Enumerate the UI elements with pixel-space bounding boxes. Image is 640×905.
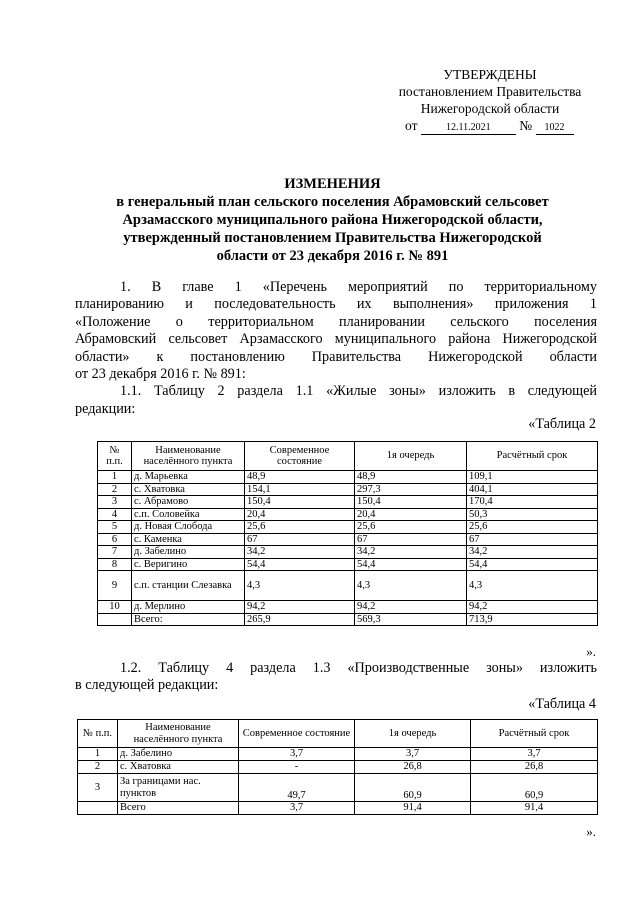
table-2-header-number: № п.п. xyxy=(98,442,132,471)
title-line-3: утвержденный постановлением Правительства Нижегородской xyxy=(123,230,542,246)
current-value: 67 xyxy=(245,533,355,546)
current-value: 3,7 xyxy=(239,748,355,761)
row-number: 8 xyxy=(98,558,132,571)
current-value: 150,4 xyxy=(245,496,355,509)
section-1-line-6: от 23 декабря 2016 г. № 891: xyxy=(75,366,246,383)
table-row xyxy=(78,761,598,774)
subsection-1-2-line-1: 1.2. Таблицу 4 раздела 1.3 «Производственные зоны» изложить xyxy=(120,660,597,676)
first-stage-value: 3,7 xyxy=(355,748,471,761)
first-stage-value: 60,9 xyxy=(355,774,471,802)
table-row xyxy=(98,471,598,484)
estimated-value: 50,3 xyxy=(467,508,598,521)
estimated-value: 26,8 xyxy=(471,761,598,774)
table-2 xyxy=(97,441,598,626)
row-number: 4 xyxy=(98,508,132,521)
settlement-name: д. Забелино xyxy=(132,546,245,559)
table-row xyxy=(98,546,598,559)
current-value: 154,1 xyxy=(245,483,355,496)
total-number xyxy=(98,613,132,626)
estimated-value: 3,7 xyxy=(471,748,598,761)
estimated-value: 54,4 xyxy=(467,558,598,571)
approval-date: 12.11.2021 xyxy=(421,122,516,135)
estimated-value: 109,1 xyxy=(467,471,598,484)
estimated-value: 67 xyxy=(467,533,598,546)
current-value: 54,4 xyxy=(245,558,355,571)
table-2-total-row xyxy=(98,613,598,626)
current-value: 34,2 xyxy=(245,546,355,559)
approval-block xyxy=(385,66,595,135)
approval-line-2: постановлением Правительства xyxy=(398,84,582,99)
total-current: 3,7 xyxy=(239,802,355,815)
table-2-header-first-stage: 1я очередь xyxy=(355,442,467,471)
settlement-name: с. Каменка xyxy=(132,533,245,546)
section-1-line-2: планированию и последовательность их выполнения» приложения 1 xyxy=(75,296,597,313)
document-title xyxy=(70,175,595,265)
table-2-header-row xyxy=(98,442,598,471)
first-stage-value: 4,3 xyxy=(355,571,467,601)
settlement-name: с. Абрамово xyxy=(132,496,245,509)
row-number: 6 xyxy=(98,533,132,546)
subsection-1-1-line-2: редакции: xyxy=(75,400,136,417)
row-number: 2 xyxy=(78,761,118,774)
estimated-value: 25,6 xyxy=(467,521,598,534)
current-value: 4,3 xyxy=(245,571,355,601)
table-4-header-estimated: Расчётный срок xyxy=(471,720,598,748)
table-2-header-name: Наименование населённого пункта xyxy=(132,442,245,471)
table-4-header-name: Наименование населённого пункта xyxy=(118,720,239,748)
title-line-1: в генеральный план сельского поселения Абрамовский сельсовет xyxy=(116,194,549,210)
title-line-4: области от 23 декабря 2016 г. № 891 xyxy=(216,248,449,264)
section-1-line-3: «Положение о территориальном планировании сельского поселения xyxy=(75,313,597,330)
settlement-name: с. Хватовка xyxy=(118,761,239,774)
row-number: 3 xyxy=(78,774,118,802)
row-number: 2 xyxy=(98,483,132,496)
row-number: 1 xyxy=(78,748,118,761)
settlement-name: с.п. Соловейка xyxy=(132,508,245,521)
table-4-caption: «Таблица 4 xyxy=(528,696,596,712)
row-number: 5 xyxy=(98,521,132,534)
current-value: 25,6 xyxy=(245,521,355,534)
table-row xyxy=(98,533,598,546)
table-4-header-first-stage: 1я очередь xyxy=(355,720,471,748)
first-stage-value: 67 xyxy=(355,533,467,546)
table-2-header-current: Современное состояние xyxy=(245,442,355,471)
settlement-name: д. Новая Слобода xyxy=(132,521,245,534)
current-value: 20,4 xyxy=(245,508,355,521)
current-value: 49,7 xyxy=(239,774,355,802)
total-label: Всего: xyxy=(132,613,245,626)
settlement-name: д. Марьевка xyxy=(132,471,245,484)
settlement-name: с. Хватовка xyxy=(132,483,245,496)
table-4-header-row xyxy=(78,720,598,748)
current-value: 48,9 xyxy=(245,471,355,484)
estimated-value: 404,1 xyxy=(467,483,598,496)
section-1-line-1: 1. В главе 1 «Перечень мероприятий по территориальному xyxy=(120,279,597,295)
title-line-2: Арзамасского муниципального района Нижегородской области, xyxy=(122,212,543,228)
settlement-name: д. Забелино xyxy=(118,748,239,761)
estimated-value: 34,2 xyxy=(467,546,598,559)
first-stage-value: 25,6 xyxy=(355,521,467,534)
table-row xyxy=(78,774,598,802)
approval-heading: УТВЕРЖДЕНЫ xyxy=(443,67,537,82)
section-1-line-5: области» к постановлению Правительства Нижегородской области xyxy=(75,348,597,365)
estimated-value: 60,9 xyxy=(471,774,598,802)
table-row xyxy=(98,571,598,601)
table-row xyxy=(98,601,598,614)
table-row xyxy=(98,496,598,509)
table-row xyxy=(98,558,598,571)
table-row xyxy=(98,483,598,496)
total-label: Всего xyxy=(118,802,239,815)
row-number: 9 xyxy=(98,571,132,601)
total-number xyxy=(78,802,118,815)
table-4-closing: ». xyxy=(586,824,596,839)
current-value: 94,2 xyxy=(245,601,355,614)
table-row xyxy=(98,521,598,534)
date-prefix: от xyxy=(405,118,418,133)
approval-number: 1022 xyxy=(536,122,574,135)
total-estimated: 713,9 xyxy=(467,613,598,626)
subsection-1-1-line-1: 1.1. Таблицу 2 раздела 1.1 «Жилые зоны» изложить в следующей xyxy=(120,383,597,400)
first-stage-value: 54,4 xyxy=(355,558,467,571)
estimated-value: 4,3 xyxy=(467,571,598,601)
row-number: 1 xyxy=(98,471,132,484)
approval-date-line xyxy=(385,117,595,135)
table-2-header-estimated: Расчётный срок xyxy=(467,442,598,471)
first-stage-value: 26,8 xyxy=(355,761,471,774)
settlement-name: д. Мерлино xyxy=(132,601,245,614)
table-row xyxy=(98,508,598,521)
subsection-1-2-line-2: в следующей редакции: xyxy=(75,677,219,694)
row-number: 10 xyxy=(98,601,132,614)
table-4-header-number: № п.п. xyxy=(78,720,118,748)
estimated-value: 170,4 xyxy=(467,496,598,509)
table-row xyxy=(78,748,598,761)
row-number: 3 xyxy=(98,496,132,509)
total-current: 265,9 xyxy=(245,613,355,626)
section-1-text xyxy=(75,279,597,418)
table-4-header-current: Современное состояние xyxy=(239,720,355,748)
first-stage-value: 48,9 xyxy=(355,471,467,484)
row-number: 7 xyxy=(98,546,132,559)
table-4-total-row xyxy=(78,802,598,815)
section-1-line-4: Абрамовский сельсовет Арзамасского муниципального района Нижегородской xyxy=(75,331,597,348)
settlement-name: За границами нас. пунктов xyxy=(118,774,239,802)
number-sign: № xyxy=(519,118,533,133)
section-1-2-text xyxy=(75,660,597,695)
settlement-name: с.п. станции Слезавка xyxy=(132,571,245,601)
current-value: - xyxy=(239,761,355,774)
first-stage-value: 150,4 xyxy=(355,496,467,509)
first-stage-value: 20,4 xyxy=(355,508,467,521)
approval-line-3: Нижегородской области xyxy=(420,101,560,116)
total-first-stage: 569,3 xyxy=(355,613,467,626)
first-stage-value: 34,2 xyxy=(355,546,467,559)
total-first-stage: 91,4 xyxy=(355,802,471,815)
estimated-value: 94,2 xyxy=(467,601,598,614)
total-estimated: 91,4 xyxy=(471,802,598,815)
title-heading: ИЗМЕНЕНИЯ xyxy=(284,176,381,192)
table-2-caption: «Таблица 2 xyxy=(528,416,596,432)
first-stage-value: 297,3 xyxy=(355,483,467,496)
first-stage-value: 94,2 xyxy=(355,601,467,614)
table-4 xyxy=(77,719,598,815)
settlement-name: с. Веригино xyxy=(132,558,245,571)
table-2-closing: ». xyxy=(586,644,596,659)
